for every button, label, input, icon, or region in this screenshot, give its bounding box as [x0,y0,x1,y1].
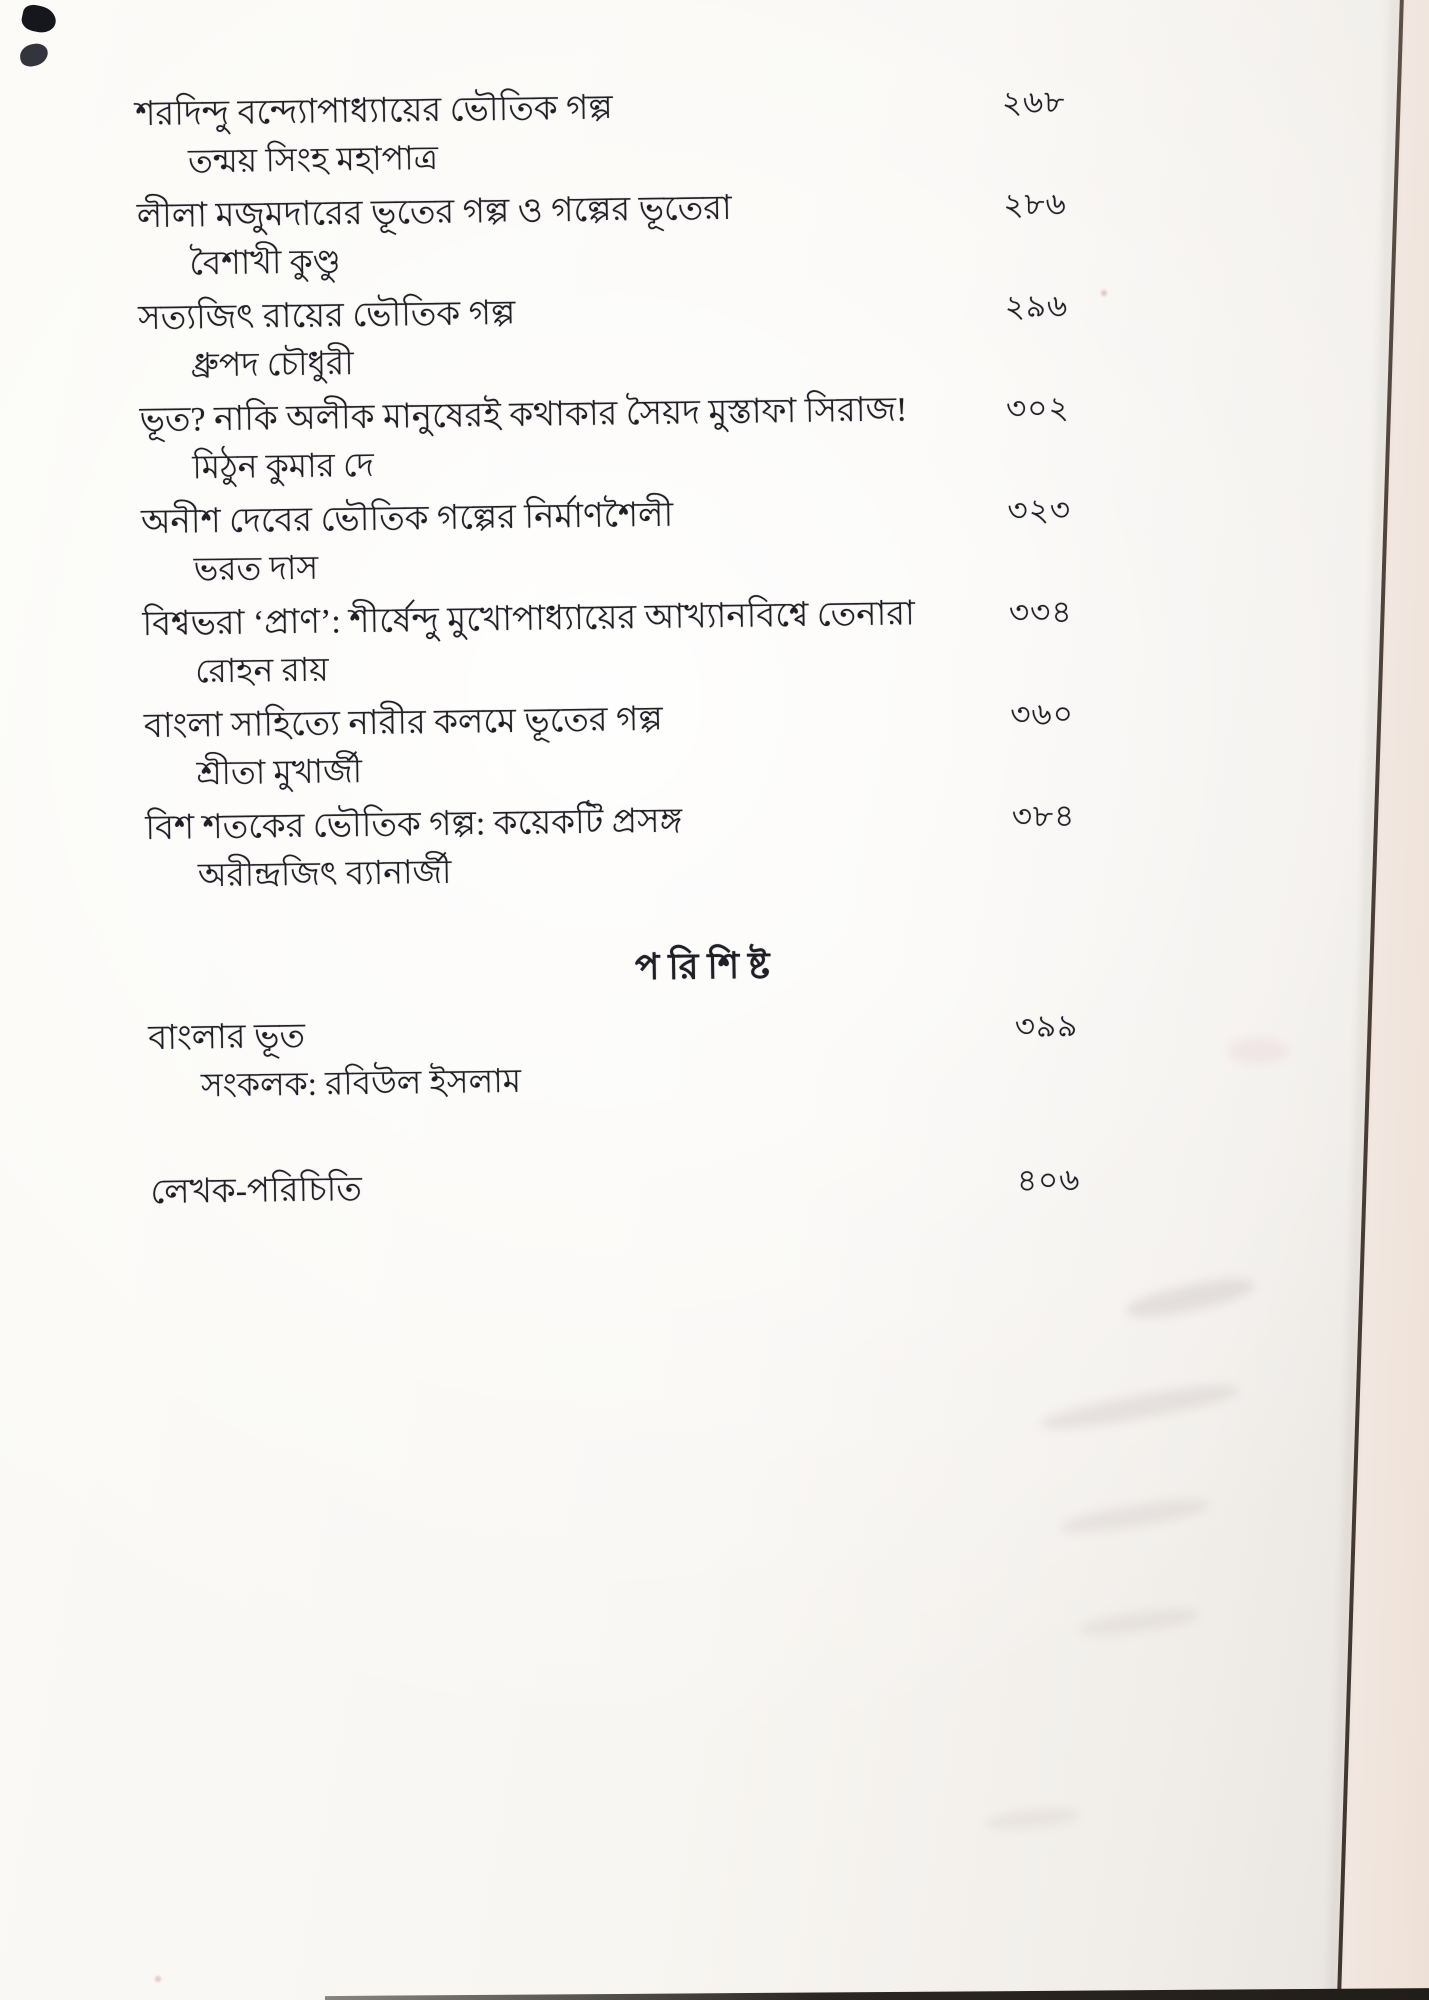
appendix-entry-list [148,1000,1081,1219]
scan-ink-mark [20,3,59,36]
entry-author: বৈশাখী কুণ্ডু [189,244,341,283]
scan-ink-mark [19,42,50,68]
scan-dot [155,1976,161,1982]
entry-title: বিশ্বভরা ‘প্রাণ’: শীর্ষেন্দু মুখোপাধ্যায়ের আখ্যানবিশ্বে তেনারা [142,595,916,644]
toc-entry [138,280,1069,389]
bleedthrough-smudge [1079,1604,1201,1641]
bleedthrough-smudge [1124,1272,1257,1324]
appendix-heading: প রি শি ষ্ট [634,945,770,988]
entry-page-number: ৩৬০ [1010,696,1075,733]
toc-entry [135,76,1066,185]
toc-entry-row [150,1154,1081,1219]
entry-title: লেখক-পরিচিতি [150,1171,363,1212]
entry-page-number: ৩৩৪ [1008,594,1073,631]
entry-title: অনীশ দেবের ভৌতিক গল্পের নির্মাণশৈলী [140,496,674,542]
toc-entry [139,382,1070,491]
entry-title: ভূত? নাকি অলীক মানুষেরই কথাকার সৈয়দ মুস্তাফা সিরাজ! [139,391,908,440]
entry-page-number: ৪০৬ [1016,1162,1081,1198]
bleedthrough-smudge [1039,1378,1240,1436]
bleedthrough-smudge [1228,1038,1288,1064]
bleedthrough-smudge [1059,1493,1211,1538]
entry-title: বাংলা সাহিত্যে নারীর কলমে ভূতের গল্প [143,700,663,746]
entry-author: ভরত দাস [193,550,319,589]
entry-page-number: ২৯৬ [1004,288,1069,325]
toc-entry [150,1154,1081,1219]
toc-entry-list [135,76,1076,899]
entry-author: অরীন্দ্রজিৎ ব্যানার্জী [197,854,452,895]
entry-page-number: ৩৯৯ [1014,1008,1079,1044]
entry-title: বিশ শতকের ভৌতিক গল্প: কয়েকটি প্রসঙ্গ [145,802,683,848]
page-bottom-shadow [325,1986,1429,2000]
toc-entry [145,790,1076,899]
entry-title: শরদিন্দু বন্দ্যোপাধ্যায়ের ভৌতিক গল্প [135,89,613,134]
toc-entry [136,178,1067,287]
entry-page-number: ৩০২ [1005,390,1070,427]
entry-title: বাংলার ভূত [148,1017,306,1058]
entry-page-number: ৩২৩ [1007,492,1072,529]
toc-entry [141,484,1072,593]
entry-page-number: ২৮৬ [1003,186,1067,223]
entry-page-number: ২৬৮ [1001,84,1066,121]
entry-author: শ্রীতা মুখার্জী [196,754,363,793]
page-edge-margin [1340,0,1429,2000]
entry-author: মিঠুন কুমার দে [192,447,375,487]
bleedthrough-smudge [984,1805,1080,1833]
entry-page-number: ৩৮৪ [1011,798,1076,835]
entry-title: সত্যজিৎ রায়ের ভৌতিক গল্প [137,294,516,338]
toc-entry [148,1000,1079,1109]
entry-author: সংকলক: রবিউল ইসলাম [200,1063,522,1105]
toc-entry [142,586,1073,695]
scan-dot [1101,290,1107,296]
toc-entry [144,688,1075,797]
entry-author: ধ্রুপদ চৌধুরী [190,346,354,385]
entry-author: তন্ময় সিংহ মহাপাত্র [187,140,439,181]
entry-title: লীলা মজুমদারের ভূতের গল্প ও গল্পের ভূতেরা [136,189,733,236]
table-of-contents [135,76,1081,1225]
entry-author: রোহন রায় [194,652,329,691]
